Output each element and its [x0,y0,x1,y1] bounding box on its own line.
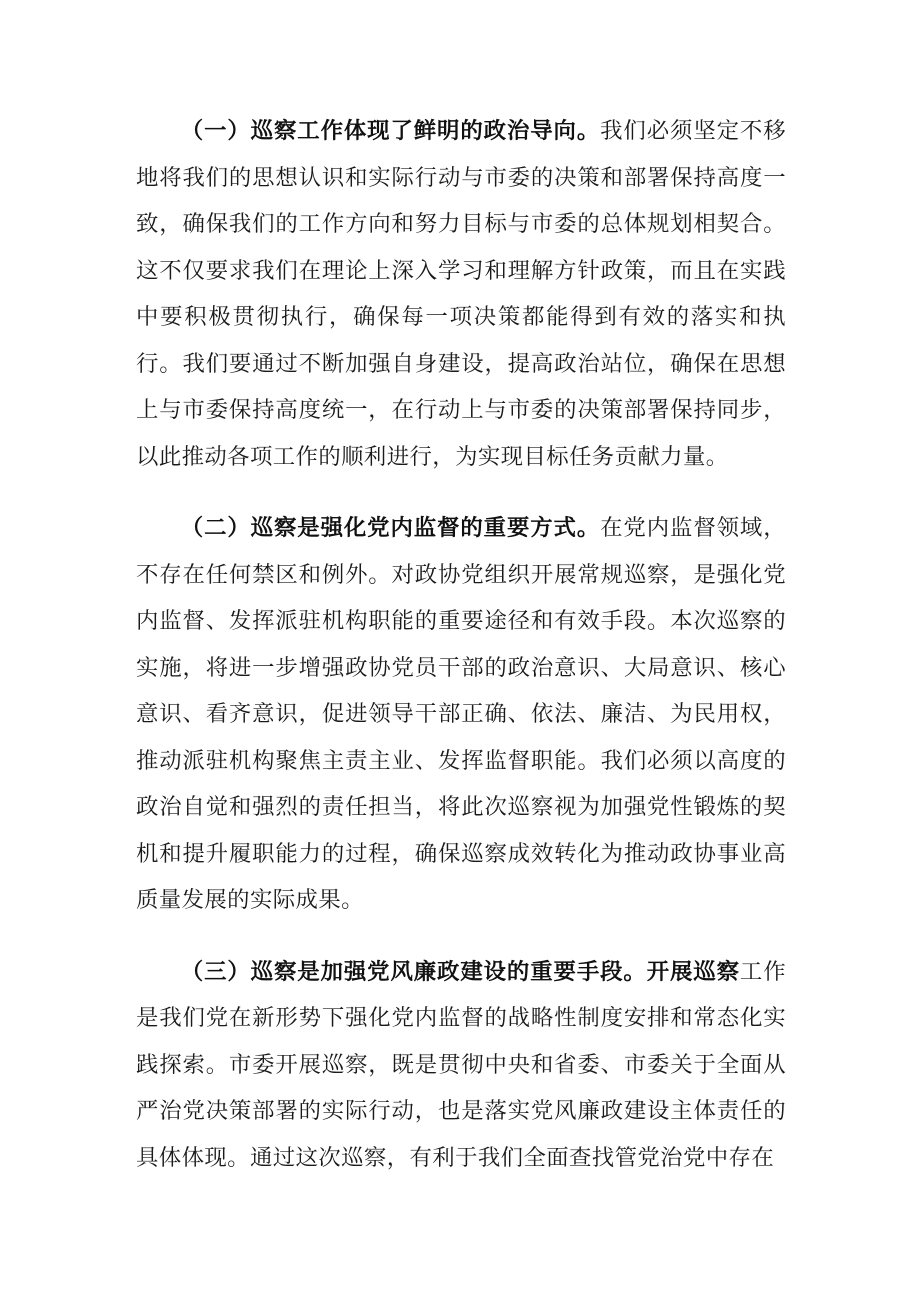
paragraph-1 [136,108,786,480]
paragraph-2-heading: （二）巡察是强化党内监督的重要方式。 [180,515,601,541]
paragraph-2 [136,505,786,924]
paragraph-2-text: 在党内监督领域，不存在任何禁区和例外。对政协党组织开展常规巡察，是强化党内监督、发挥派驻机构职能的重要途径和有效手段。本次巡察的实施，将进一步增强政协党员干部的政治意识、大局意识、核心意识、看齐意识，促进领导干部正确、依法、廉洁、为民用权，推动派驻机构聚焦主责主业、发挥监督职能。我们必须以高度的政治自觉和强烈的责任担当，将此次巡察视为加强党性锻炼的契机和提升履职能力的过程，确保巡察成效转化为推动政协事业高质量发展的实际成果。 [136,515,787,913]
paragraph-1-heading: （一）巡察工作体现了鲜明的政治导向。 [180,118,601,144]
paragraph-3 [136,949,786,1182]
paragraph-3-heading: （三）巡察是加强党风廉政建设的重要手段。开展巡察 [180,958,740,985]
paragraph-3-text: 工作是我们党在新形势下强化党内监督的战略性制度安排和常态化实践探索。市委开展巡察，既是贯彻中央和省委、市委关于全面从严治党决策部署的实际行动，也是落实党风廉政建设主体责任的具体体现。通过这次巡察，有利于我们全面查找管党治党中存在 [136,958,786,1171]
document-body [136,108,786,1206]
paragraph-1-text: 我们必须坚定不移地将我们的思想认识和实际行动与市委的决策和部署保持高度一致，确保我们的工作方向和努力目标与市委的总体规划相契合。这不仅要求我们在理论上深入学习和理解方针政策，而且在实践中要积极贯彻执行，确保每一项决策都能得到有效的落实和执行。我们要通过不断加强自身建设，提高政治站位，确保在思想上与市委保持高度统一，在行动上与市委的决策部署保持同步，以此推动各项工作的顺利进行，为实现目标任务贡献力量。 [136,118,787,470]
